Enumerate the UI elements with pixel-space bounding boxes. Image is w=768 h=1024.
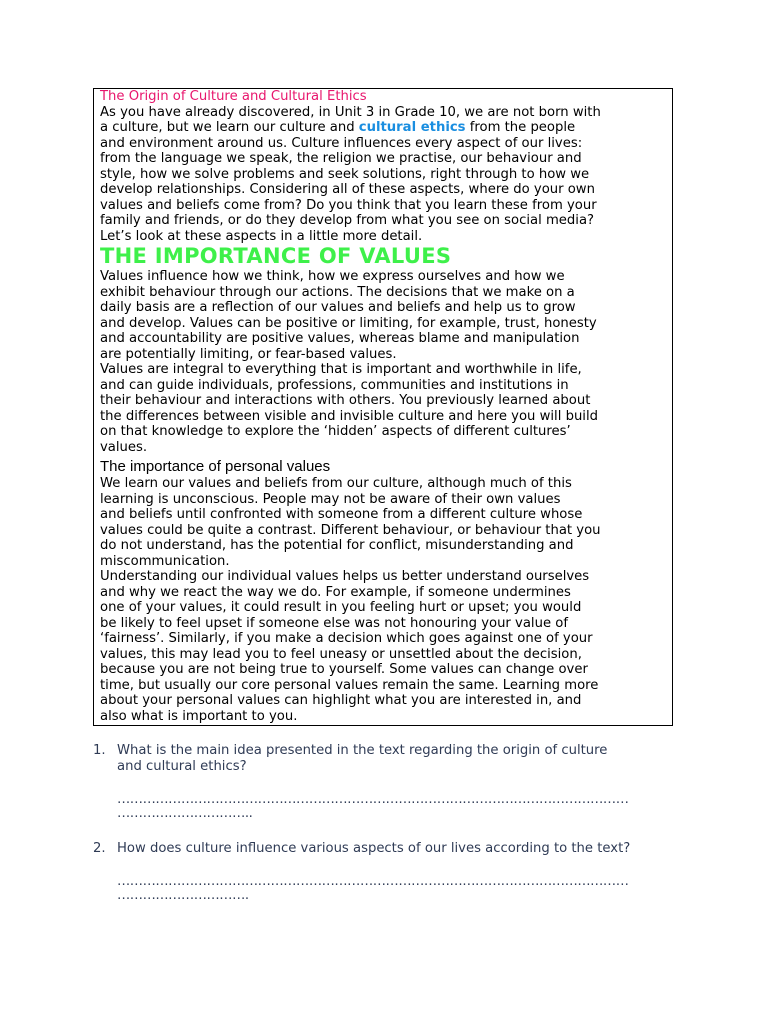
question-number: 2. bbox=[93, 841, 106, 856]
passage-title: The Origin of Culture and Cultural Ethics bbox=[100, 89, 367, 104]
values-paragraph-2: Values are integral to everything that is important and worthwhile in life, and can guide individuals, professions, communities and institutions in their behaviour and interactions with others. You previously learned about the differences between visible and invisible culture and here you will build on that knowledge to explore the ‘hidden’ aspects of different cultures’ values. bbox=[100, 362, 598, 455]
values-paragraph-1: Values influence how we think, how we express ourselves and how we exhibit behaviour through our actions. The decisions that we make on a daily basis are a reflection of our values and beliefs and help us to grow and develop. Values can be positive or limiting, for example, trust, honesty and accountability are positive values, whereas blame and manipulation are potentially limiting, or fear-based values. bbox=[100, 269, 597, 362]
question-text: How does culture influence various aspects of our lives according to the text? bbox=[117, 841, 631, 856]
personal-values-subheading: The importance of personal values bbox=[100, 458, 331, 475]
intro-text-before: As you have already discovered, in Unit 3 in Grade 10, we are not born with a culture, but we learn our culture and bbox=[100, 104, 601, 135]
question-number: 1. bbox=[93, 743, 106, 758]
question-list bbox=[93, 743, 673, 903]
answer-field[interactable]: ………………………………………………………………………………………………………… ………………………….. bbox=[117, 792, 629, 821]
personal-values-paragraph-2: Understanding our individual values helps us better understand ourselves and why we react the way we do. For example, if someone undermines one of your values, it could result in you feeling hurt or upset; you would be likely to feel upset if someone else was not honouring your value of ‘fairness’. Similarly, if you make a decision which goes against one of your values, this may lead you to feel uneasy or unsettled about the decision, because you are not being true to yourself. Some values can change over time, but usually our core personal values remain the same. Learning more about your personal values can highlight what you are interested in, and also what is important to you. bbox=[100, 569, 599, 724]
reading-passage-box bbox=[93, 88, 673, 726]
intro-text-after: from the people and environment around us. Culture influences every aspect of our lives: from the language we speak, the religion we practise, our behaviour and style, how we solve problems and seek solutions, right through to how we develop relationships. Considering all of these aspects, where do your own values and beliefs come from? Do you think that you learn these from your family and friends, or do they develop from what you see on social media? Let’s look at these aspects in a little more detail. bbox=[100, 120, 597, 244]
intro-paragraph bbox=[100, 105, 666, 245]
question-item-1 bbox=[93, 743, 673, 821]
answer-field[interactable]: ………………………………………………………………………………………………………… …………………………. bbox=[117, 874, 629, 903]
cultural-ethics-highlight: cultural ethics bbox=[358, 120, 466, 135]
personal-values-paragraph-1: We learn our values and beliefs from our culture, although much of this learning is unconscious. People may not be aware of their own values and beliefs until confronted with someone from a different culture whose values could be quite a contrast. Different behaviour, or behaviour that you do not understand, has the potential for conflict, misunderstanding and miscommunication. bbox=[100, 476, 601, 569]
values-heading: THE IMPORTANCE OF VALUES bbox=[100, 244, 452, 268]
question-text: What is the main idea presented in the text regarding the origin of culture and cultural ethics? bbox=[117, 743, 608, 774]
question-item-2 bbox=[93, 841, 673, 903]
